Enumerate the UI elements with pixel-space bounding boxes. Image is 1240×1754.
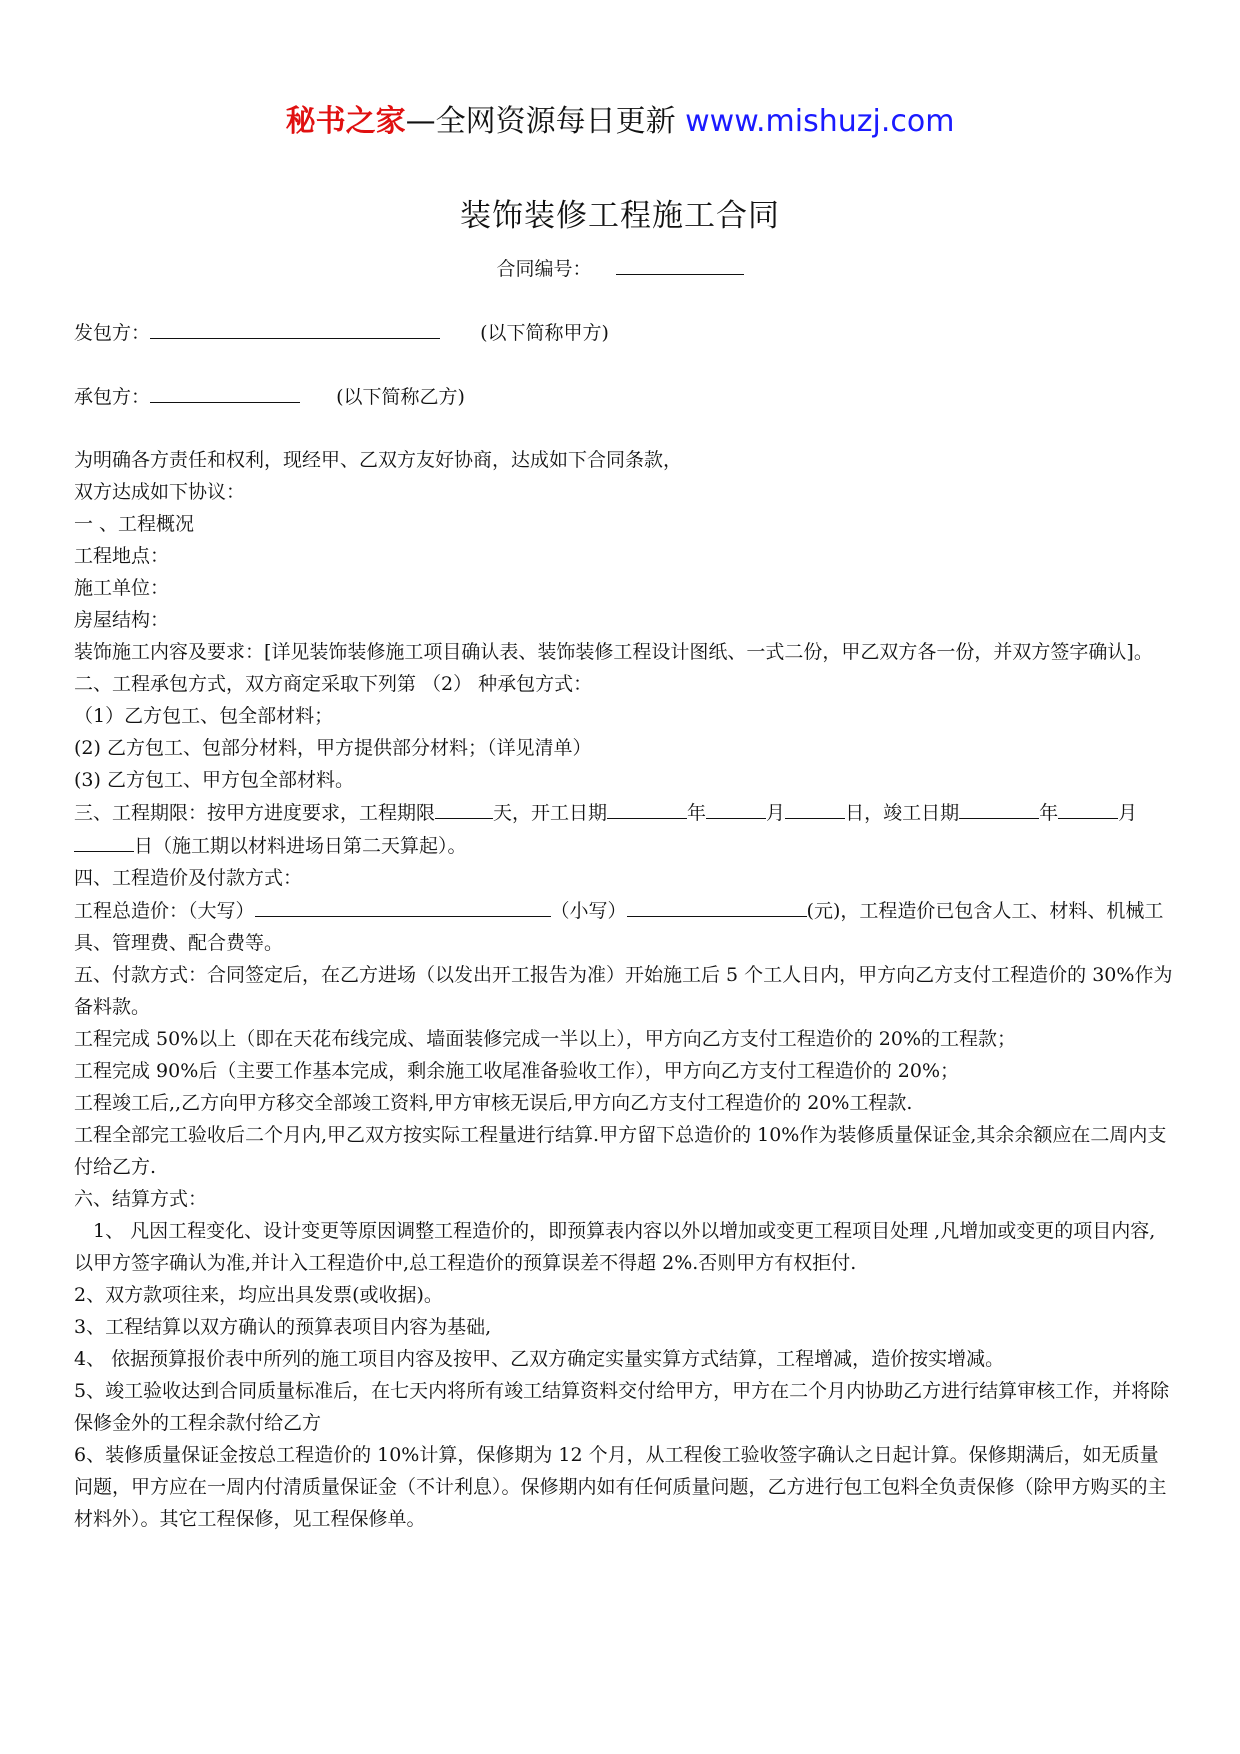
period-text-3: 年 xyxy=(687,802,707,824)
settlement-item-1: 1、 凡因工程变化、设计变更等原因调整工程造价的，即预算表内容以外以增加或变更工程项目处理 ,凡增加或变更的项目内容,以甲方签字确认为准,并计入工程造价中,总工程造价的预算误差不得超 2%.否则甲方有权拒付. xyxy=(74,1220,1156,1274)
total-price-upper-label: 工程总造价：（大写） xyxy=(74,900,255,922)
section-1-heading: 一 、工程概况 xyxy=(74,513,195,535)
party-b-line xyxy=(74,380,465,412)
start-year-blank xyxy=(607,796,687,819)
party-a-line xyxy=(74,316,609,348)
start-day-blank xyxy=(785,796,845,819)
banner-url[interactable]: www.mishuzj.com xyxy=(685,104,955,139)
payment-completion: 工程竣工后,,乙方向甲方移交全部竣工资料,甲方审核无误后,甲方向乙方支付工程造价的 20%工程款. xyxy=(74,1092,913,1114)
end-year-blank xyxy=(959,796,1039,819)
party-a-label: 发包方： xyxy=(74,322,151,344)
settlement-item-3: 3、工程结算以双方确认的预算表项目内容为基础, xyxy=(74,1316,492,1338)
final-settlement: 工程全部完工验收后二个月内,甲乙双方按实际工程量进行结算.甲方留下总造价的 10%作为装修质量保证金,其余余额应在二周内支付给乙方. xyxy=(74,1124,1167,1178)
settlement-item-6: 6、装修质量保证金按总工程造价的 10%计算，保修期为 12 个月，从工程俊工验收签字确认之日起计算。保修期满后，如无质量问题，甲方应在一周内付清质量保证金（不计利息）。保修期内如有任何质量问题，乙方进行包工包料全负责保修（除甲方购买的主材料外）。其它工程保修，见工程保修单。 xyxy=(74,1444,1167,1530)
construction-content: 装饰施工内容及要求：[详见装饰装修施工项目确认表、装饰装修工程设计图纸、一式二份，甲乙双方各一份，并双方签字确认]。 xyxy=(74,641,1153,663)
party-b-note: (以下简称乙方) xyxy=(336,386,465,408)
end-month-blank xyxy=(1058,796,1118,819)
total-price-note: (元)，工程造价已包含人工、材料、机械工具、管理费、配合费等。 xyxy=(74,900,1164,954)
banner-slogan: —全网资源每日更新 xyxy=(405,104,686,139)
payment-90-percent: 工程完成 90%后（主要工作基本完成，剩余施工收尾准备验收工作），甲方向乙方支付工程造价的 20%； xyxy=(74,1060,960,1082)
total-price-line xyxy=(74,894,1174,959)
party-a-blank xyxy=(150,316,440,339)
banner-brand: 秘书之家 xyxy=(285,104,406,139)
section-3-period xyxy=(74,796,1174,862)
intro-line-2: 双方达成如下协议： xyxy=(74,481,246,503)
total-price-upper-blank xyxy=(255,894,551,917)
period-text-7: 月 xyxy=(1118,802,1138,824)
start-month-blank xyxy=(706,796,766,819)
section-2-heading: 二、工程承包方式，双方商定采取下列第 （2） 种承包方式： xyxy=(74,673,593,695)
contract-body xyxy=(74,444,1174,1535)
payment-50-percent: 工程完成 50%以上（即在天花布线完成、墙面装修完成一半以上），甲方向乙方支付工程造价的 20%的工程款； xyxy=(74,1028,1017,1050)
total-price-lower-label: （小写） xyxy=(550,900,627,922)
site-banner xyxy=(0,100,1240,144)
contract-option-1: （1）乙方包工、包全部材料； xyxy=(74,705,334,727)
duration-blank xyxy=(435,796,493,819)
period-text-6: 年 xyxy=(1039,802,1059,824)
project-location: 工程地点： xyxy=(74,545,170,567)
settlement-item-5: 5、竣工验收达到合同质量标准后，在七天内将所有竣工结算资料交付给甲方，甲方在二个月内协助乙方进行结算审核工作，并将除保修金外的工程余款付给乙方 xyxy=(74,1380,1170,1434)
construction-unit: 施工单位： xyxy=(74,577,170,599)
section-6-heading: 六、结算方式： xyxy=(74,1188,208,1210)
contract-number-blank xyxy=(616,252,744,275)
period-text-4: 月 xyxy=(766,802,786,824)
end-day-blank xyxy=(74,829,134,852)
party-a-note: (以下简称甲方) xyxy=(480,322,609,344)
total-price-lower-blank xyxy=(627,894,807,917)
contract-option-3: (3) 乙方包工、甲方包全部材料。 xyxy=(74,769,354,791)
party-b-blank xyxy=(150,380,300,403)
contract-number-label: 合同编号： xyxy=(496,258,592,280)
party-b-label: 承包方： xyxy=(74,386,151,408)
section-4-heading: 四、工程造价及付款方式： xyxy=(74,867,303,889)
period-text-8: 日（施工期以材料进场日第二天算起）。 xyxy=(134,835,467,857)
contract-option-2: (2) 乙方包工、包部分材料，甲方提供部分材料；（详见清单） xyxy=(74,737,592,759)
period-text-5: 日，竣工日期 xyxy=(845,802,960,824)
section-5-payment: 五、付款方式：合同签定后，在乙方进场（以发出开工报告为准）开始施工后 5 个工人日内，甲方向乙方支付工程造价的 30%作为备料款。 xyxy=(74,964,1173,1018)
settlement-item-2: 2、双方款项往来，均应出具发票(或收据)。 xyxy=(74,1284,443,1306)
period-text-1: 三、工程期限：按甲方进度要求，工程期限 xyxy=(74,802,436,824)
contract-number-line xyxy=(0,252,1240,284)
document-title: 装饰装修工程施工合同 xyxy=(460,198,780,234)
period-text-2: 天，开工日期 xyxy=(493,802,608,824)
intro-line-1: 为明确各方责任和权利，现经甲、乙双方友好协商，达成如下合同条款， xyxy=(74,449,683,471)
house-structure: 房屋结构： xyxy=(74,609,170,631)
settlement-item-4: 4、 依据预算报价表中所列的施工项目内容及按甲、乙双方确定实量实算方式结算，工程增减，造价按实增减。 xyxy=(74,1348,1005,1370)
